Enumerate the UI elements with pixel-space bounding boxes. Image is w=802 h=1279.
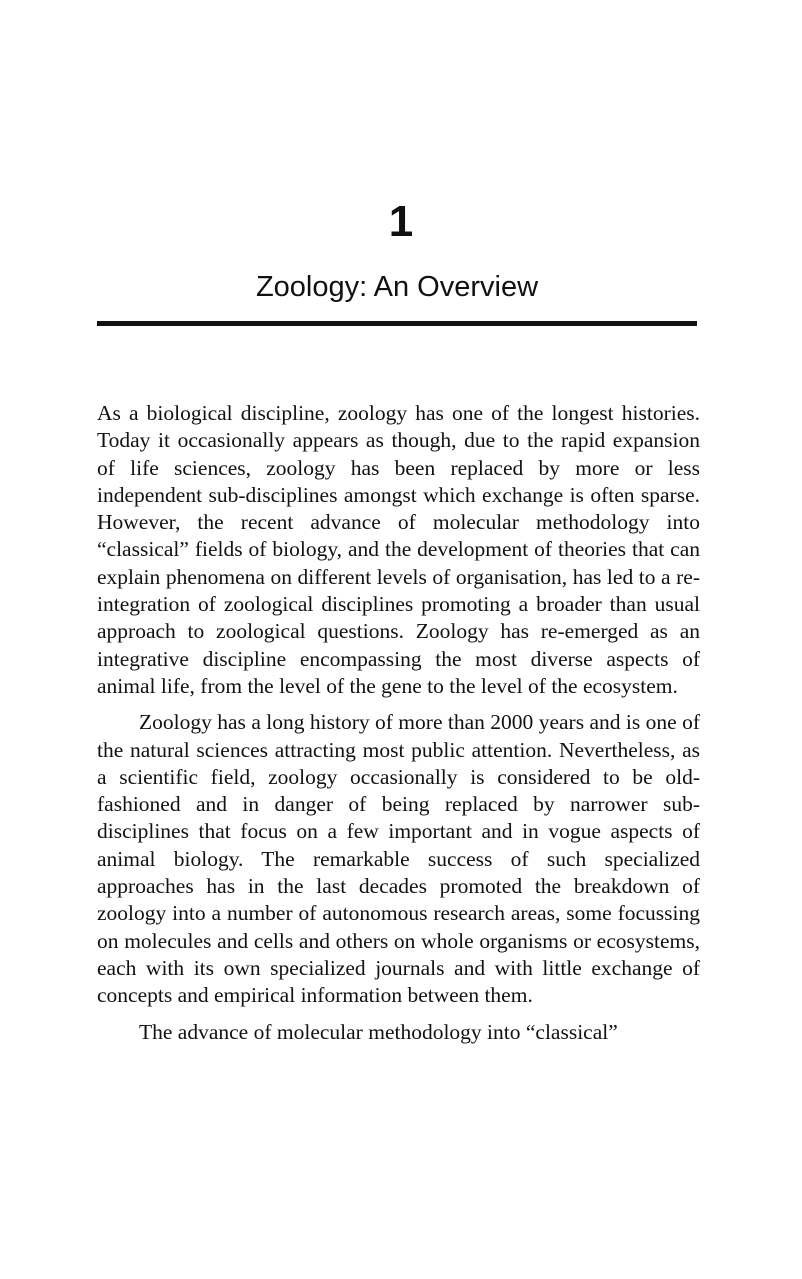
paragraph-3: The advance of molecular methodology into “classical” [139,1019,618,1044]
paragraph-2: Zoology has a long history of more than 2000 years and is one of the natural sciences attracting most public attention. Nevertheless, as a scientific field, zoology occasionally is considered to be old-fashioned and in danger of being replaced by narrower sub-disciplines that focus on a few important and in vogue aspects of animal biology. The remarkable success of such specialized approaches has in the last decades promoted the breakdown of zoology into a number of autonomous research areas, some focussing on molecules and cells and others on whole organisms or ecosystems, each with its own specialized journals and with little exchange of concepts and empirical information between them. [97,710,700,1008]
chapter-body [97,400,700,1055]
chapter-number: 1 [388,197,414,246]
chapter-title: Zoology: An Overview [255,271,539,303]
paragraph-1: As a biological discipline, zoology has one of the longest histories. Today it occasionally appears as though, due to the rapid expansion of life sciences, zoology has been replaced by more or less independent sub-disciplines amongst which exchange is often sparse. However, the recent advance of molecular methodology into “classical” fields of biology, and the development of theories that can explain phenomena on different levels of organisation, has led to a re-integration of zoological disciplines promoting a broader than usual approach to zoological questions. Zoology has re-emerged as an integrative discipline encompassing the most diverse aspects of animal life, from the level of the gene to the level of the ecosystem. [97,401,700,698]
title-rule [97,321,697,326]
